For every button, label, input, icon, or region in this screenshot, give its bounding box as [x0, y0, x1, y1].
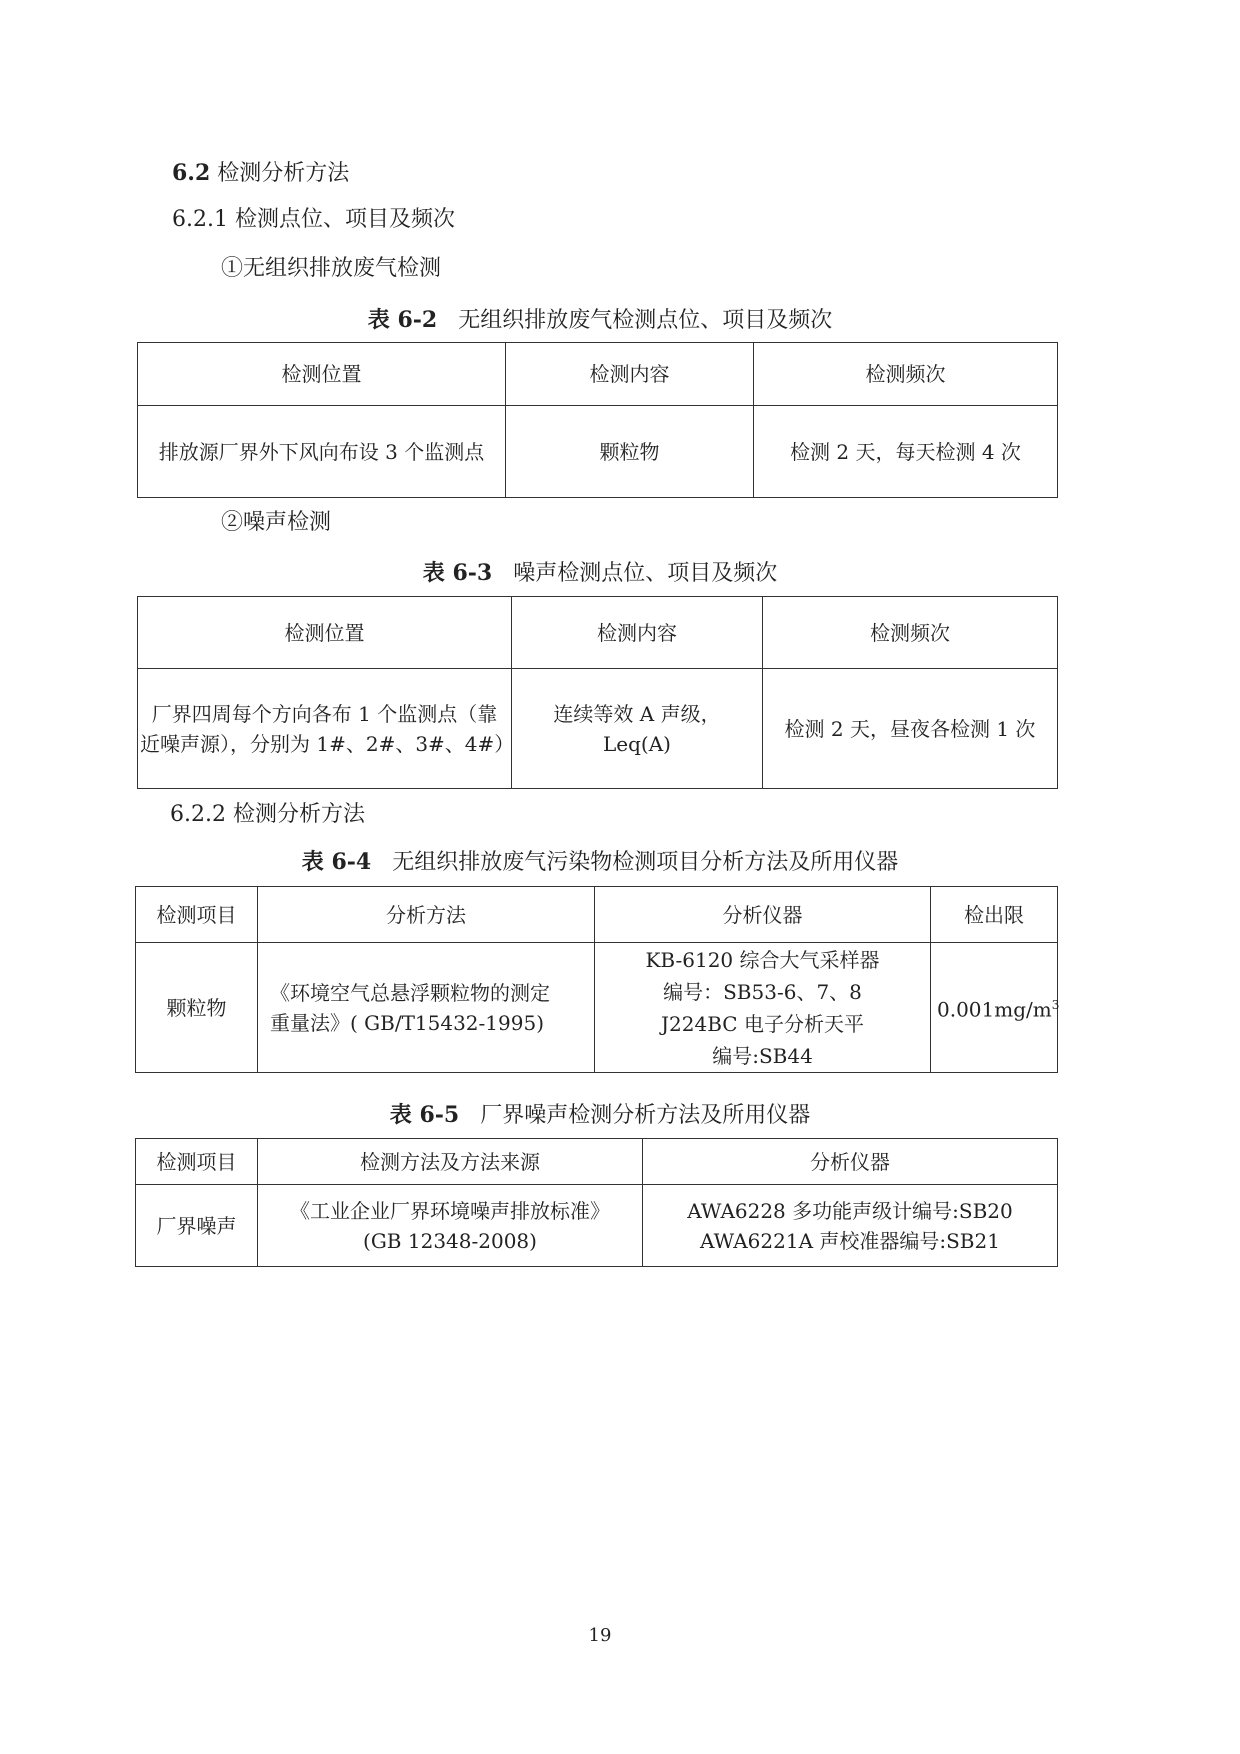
method-cell	[258, 1185, 643, 1267]
table-6-5-caption	[0, 1100, 1200, 1131]
instrument-line: 编号：SB53-6、7、8	[663, 979, 862, 1004]
header-cell: 检测项目	[136, 887, 258, 943]
content-line: 连续等效 A 声级，	[553, 701, 721, 726]
header-cell: 检测位置	[138, 597, 512, 669]
header-cell: 分析仪器	[643, 1139, 1058, 1185]
frequency-cell: 检测 2 天，每天检测 4 次	[754, 406, 1058, 498]
header-cell: 检测内容	[506, 343, 754, 406]
content-line: Leq(A)	[603, 731, 671, 756]
table-6-4-label: 表 6-4	[301, 849, 372, 875]
table-6-5	[135, 1138, 1058, 1267]
table-6-2	[137, 342, 1058, 498]
table-row	[136, 1185, 1058, 1267]
table-6-5-label: 表 6-5	[389, 1102, 460, 1128]
location-line: 近噪声源），分别为 1#、2#、3#、4#）	[140, 731, 515, 756]
header-cell: 分析仪器	[595, 887, 931, 943]
frequency-cell: 检测 2 天，昼夜各检测 1 次	[763, 669, 1058, 789]
table-row	[138, 406, 1058, 498]
header-cell: 检测方法及方法来源	[258, 1139, 643, 1185]
instrument-line: 编号:SB44	[712, 1043, 813, 1068]
item-cell: 厂界噪声	[136, 1185, 258, 1267]
table-6-2-title: 无组织排放废气检测点位、项目及频次	[458, 308, 833, 333]
header-cell: 分析方法	[258, 887, 595, 943]
instrument-line: J224BC 电子分析天平	[661, 1011, 864, 1036]
limit-value: 0.001mg/m	[937, 997, 1052, 1022]
table-header-row	[136, 1139, 1058, 1185]
location-line: 厂界四周每个方向各布 1 个监测点（靠	[151, 701, 498, 726]
table-6-5-title: 厂界噪声检测分析方法及所用仪器	[480, 1103, 811, 1128]
content-cell	[512, 669, 763, 789]
content-cell: 颗粒物	[506, 406, 754, 498]
table-6-2-caption	[0, 305, 1200, 336]
item-cell: 颗粒物	[136, 943, 258, 1073]
subsection-heading-6-2-1: 6.2.1 检测点位、项目及频次	[172, 207, 455, 232]
method-cell	[258, 943, 595, 1073]
table-6-4-title: 无组织排放废气污染物检测项目分析方法及所用仪器	[392, 850, 899, 875]
section-heading	[172, 158, 349, 189]
section-title: 检测分析方法	[217, 161, 350, 186]
table-row	[138, 669, 1058, 789]
section-number: 6.2	[172, 160, 211, 186]
table-header-row	[138, 597, 1058, 669]
table-6-3	[137, 596, 1058, 789]
table-6-2-label: 表 6-2	[367, 307, 438, 333]
page-number: 19	[588, 1625, 612, 1646]
method-line: (GB 12348-2008)	[363, 1228, 537, 1253]
header-cell: 检测项目	[136, 1139, 258, 1185]
location-cell: 排放源厂界外下风向布设 3 个监测点	[138, 406, 506, 498]
table-6-3-label: 表 6-3	[422, 560, 493, 586]
item-heading-2: ②噪声检测	[221, 510, 332, 535]
table-header-row	[136, 887, 1058, 943]
item-heading-1: ①无组织排放废气检测	[221, 256, 442, 281]
header-cell: 检测频次	[763, 597, 1058, 669]
instrument-line: AWA6221A 声校准器编号:SB21	[700, 1228, 1000, 1253]
table-6-3-title: 噪声检测点位、项目及频次	[513, 561, 778, 586]
instrument-cell	[595, 943, 931, 1073]
limit-cell	[931, 943, 1058, 1073]
subsection-heading-6-2-2: 6.2.2 检测分析方法	[170, 802, 365, 827]
method-line: 重量法》( GB/T15432-1995)	[270, 1010, 544, 1035]
table-header-row	[138, 343, 1058, 406]
location-cell	[138, 669, 515, 789]
limit-unit-exponent: 3	[1051, 998, 1060, 1013]
table-6-4	[135, 886, 1058, 1073]
instrument-line: AWA6228 多功能声级计编号:SB20	[687, 1198, 1013, 1223]
header-cell: 检测位置	[138, 343, 506, 406]
instrument-line: KB-6120 综合大气采样器	[645, 947, 880, 972]
table-row	[136, 943, 1058, 1073]
table-6-3-caption	[0, 558, 1200, 589]
instrument-cell	[643, 1185, 1058, 1267]
method-line: 《环境空气总悬浮颗粒物的测定	[270, 980, 550, 1005]
header-cell: 检测频次	[754, 343, 1058, 406]
header-cell: 检测内容	[512, 597, 763, 669]
header-cell: 检出限	[931, 887, 1058, 943]
method-line: 《工业企业厂界环境噪声排放标准》	[290, 1198, 610, 1223]
table-6-4-caption	[0, 847, 1200, 878]
